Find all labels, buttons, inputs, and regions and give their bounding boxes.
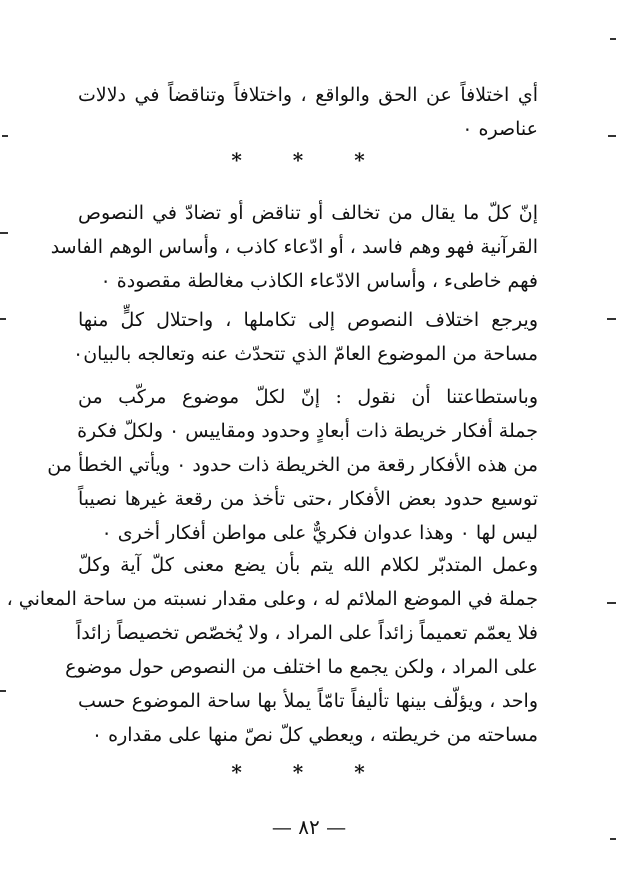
page-number: — ٨٢ —	[271, 815, 347, 839]
paragraph-2	[50, 196, 538, 298]
paragraph-line: واحد ، ويؤلّف بينها تأليفاً تامّاً يملأ بها ساحة الموضوع حسب	[78, 690, 538, 712]
paragraph-line: توسيع حدود بعض الأفكار ،حتى تأخذ من رقعة غيرها نصيباً	[78, 488, 538, 510]
paragraph-line: عناصره ٠	[462, 118, 538, 140]
scan-mark	[0, 690, 6, 692]
scan-mark	[0, 318, 6, 320]
scan-mark	[607, 318, 616, 320]
paragraph-line: فلا يعمّم تعميماً زائداً على المراد ، ولا يُخصّص تخصيصاً زائداً	[75, 622, 538, 644]
paragraph-line: ليس لها ٠ وهذا عدوان فكريٌّ على مواطن أفكار أخرى ٠	[101, 522, 538, 544]
paragraph-line: من هذه الأفكار رقعة من الخريطة ذات حدود ٠ ويأتي الخطأ من	[47, 454, 538, 476]
scan-mark	[607, 602, 616, 604]
paragraph-line: جملة أفكار خريطة ذات أبعادٍ وحدود ومقاييس ٠ ولكلّ فكرة	[77, 420, 538, 442]
paragraph-1	[78, 78, 538, 146]
paragraph-line: ويرجع اختلاف النصوص إلى تكاملها ، واحتلال كلٍّ منها	[78, 309, 538, 331]
paragraph-5	[6, 548, 538, 752]
scan-mark	[610, 38, 616, 40]
paragraph-line: فهم خاطىء ، وأساس الادّعاء الكاذب مغالطة مقصودة ٠	[100, 270, 538, 292]
paragraph-line: وعمل المتدبّر لكلام الله يتم بأن يضع معنى كلّ آية وكلّ	[78, 554, 538, 576]
paragraph-line: وباستطاعتنا أن نقول : إنّ لكلّ موضوع مركّب من	[78, 386, 538, 408]
section-separator: * * *	[231, 148, 387, 172]
scan-mark	[2, 135, 8, 137]
scan-mark	[610, 838, 616, 840]
scan-mark	[0, 232, 8, 234]
paragraph-line: جملة في الموضع الملائم له ، وعلى مقدار نسبته من ساحة المعاني ،	[6, 588, 538, 610]
paragraph-line: مساحته من خريطته ، ويعطي كلّ نصّ منها على مقداره ٠	[91, 724, 538, 746]
paragraph-4	[47, 380, 538, 550]
paragraph-line: القرآنية فهو وهم فاسد ، أو ادّعاء كاذب ، وأساس الوهم الفاسد	[50, 236, 538, 258]
section-separator: * * *	[231, 760, 387, 784]
paragraph-line: مساحة من الموضوع العامّ الذي تتحدّث عنه وتعالجه بالبيان٠	[72, 343, 538, 365]
paragraph-line: أي اختلافاً عن الحق والواقع ، واختلافاً وتناقضاً في دلالات	[78, 84, 538, 106]
paragraph-3	[72, 303, 538, 371]
paragraph-line: على المراد ، ولكن يجمع ما اختلف من النصوص حول موضوع	[65, 656, 538, 678]
paragraph-line: إنّ كلّ ما يقال من تخالف أو تناقض أو تضادّ في النصوص	[78, 202, 538, 224]
scan-mark	[608, 135, 616, 137]
